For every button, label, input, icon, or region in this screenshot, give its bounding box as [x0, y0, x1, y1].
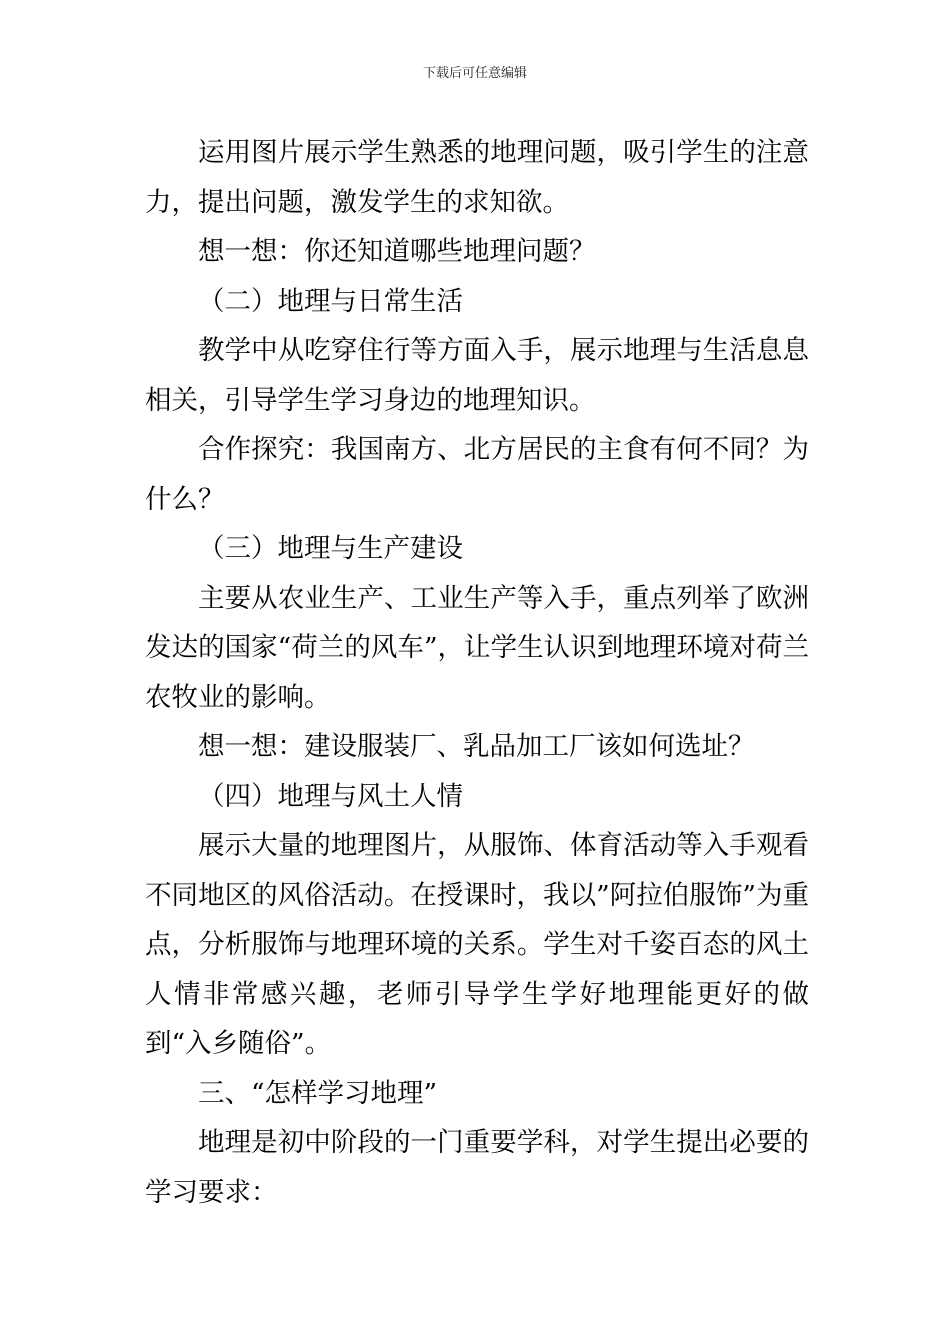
heading-geography-production: （三）地理与生产建设 — [198, 533, 463, 564]
paragraph-daily-life: 教学中从吃穿住行等方面入手，展示地理与生活息息相关，引导学生学习身边的地理知识。 — [145, 335, 809, 416]
page-header-note: 下载后可任意编辑 — [422, 66, 527, 81]
paragraph-think-2: 想一想：建设服装厂、乳品加工厂该如何选址？ — [198, 731, 755, 762]
paragraph-cooperative-inquiry: 合作探究：我国南方、北方居民的主食有何不同？为什么？ — [145, 434, 809, 515]
paragraph-customs: 展示大量的地理图片，从服饰、体育活动等入手观看不同地区的风俗活动。在授课时，我以”阿拉伯服饰”为重点，分析服饰与地理环境的关系。学生对千姿百态的风土人情非常感兴趣，老师引导学生学好地理能更好的做到“入乡随俗”。 — [145, 830, 809, 1059]
paragraph-learning-requirements: 地理是初中阶段的一门重要学科，对学生提出必要的学习要求： — [145, 1127, 809, 1208]
heading-geography-daily-life: （二）地理与日常生活 — [198, 285, 463, 317]
document-body — [145, 128, 809, 1217]
heading-geography-customs: （四）地理与风土人情 — [198, 780, 463, 812]
paragraph-production: 主要从农业生产、工业生产等入手，重点列举了欧洲发达的国家“荷兰的风车”，让学生认识到地理环境对荷兰农牧业的影响。 — [145, 582, 809, 713]
heading-how-to-learn: 三、“怎样学习地理” — [198, 1077, 438, 1109]
paragraph-think-1: 想一想：你还知道哪些地理问题？ — [198, 236, 596, 267]
paragraph-intro-images: 运用图片展示学生熟悉的地理问题，吸引学生的注意力，提出问题，激发学生的求知欲。 — [145, 137, 809, 218]
